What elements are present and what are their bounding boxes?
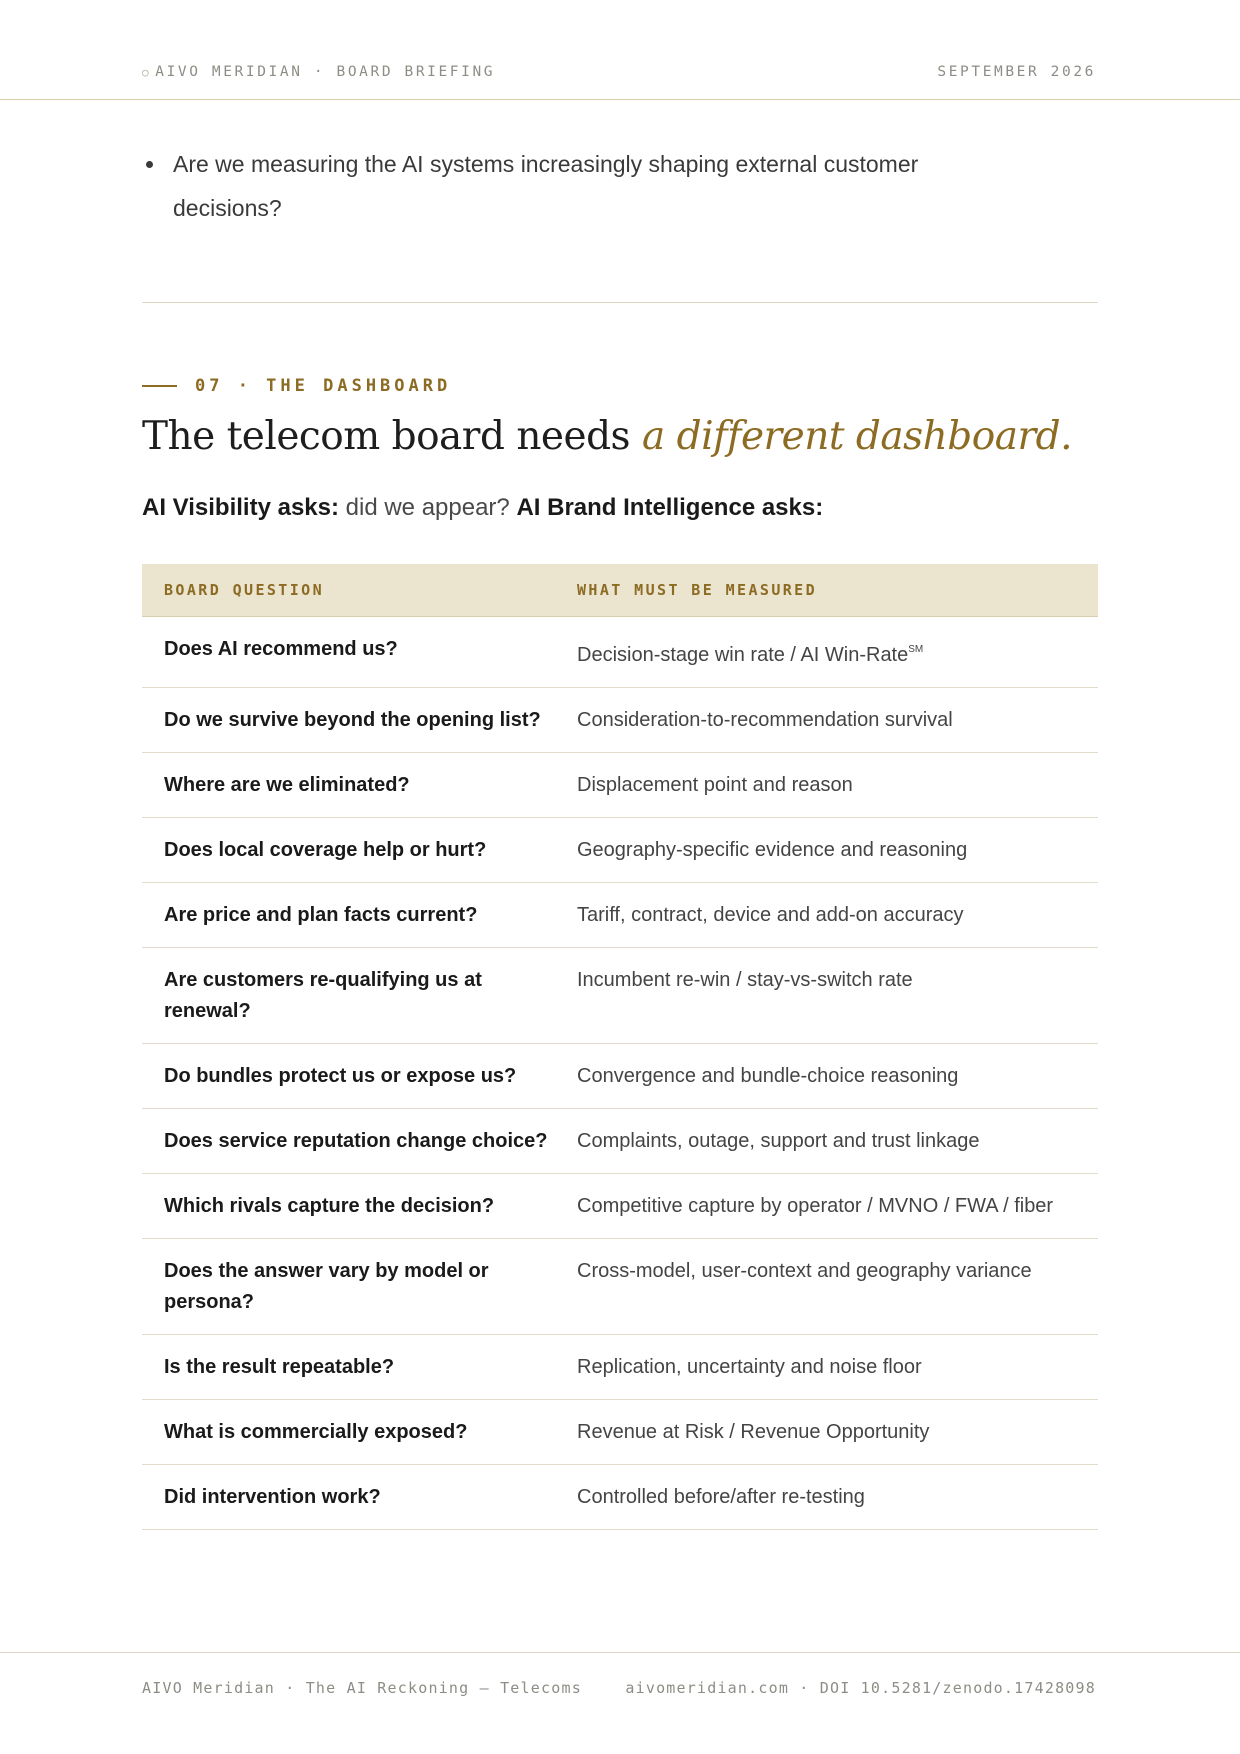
measure-text: Geography-specific evidence and reasoning <box>577 839 968 861</box>
section-subtitle <box>142 494 823 522</box>
list-item: Are we measuring the AI systems increasingly shaping external customer decisions? <box>142 142 922 230</box>
section-label: 07 · THE DASHBOARD <box>195 376 452 396</box>
table-body <box>142 617 1098 1530</box>
table-row <box>142 818 1098 883</box>
column-header-measure: WHAT MUST BE MEASURED <box>577 581 818 599</box>
table-row <box>142 1109 1098 1174</box>
board-question: Does AI recommend us? <box>164 638 398 660</box>
measure-text: Tariff, contract, device and add-on accuracy <box>577 904 964 926</box>
table-row <box>142 688 1098 753</box>
service-mark: SM <box>908 644 924 655</box>
measure-cell <box>577 634 1098 671</box>
table-row <box>142 948 1098 1044</box>
table-row <box>142 883 1098 948</box>
measure-cell <box>577 1061 1098 1092</box>
table-header <box>142 564 1098 617</box>
footer-doi: aivomeridian.com · DOI 10.5281/zenodo.17428098 <box>625 1679 1096 1697</box>
column-header-question: BOARD QUESTION <box>164 581 325 599</box>
board-question: Which rivals capture the decision? <box>164 1195 495 1217</box>
table-row <box>142 1044 1098 1109</box>
board-question: What is commercially exposed? <box>164 1421 468 1443</box>
measure-text: Complaints, outage, support and trust linkage <box>577 1130 980 1152</box>
section-eyebrow <box>142 374 451 398</box>
table-row <box>142 1335 1098 1400</box>
measure-cell <box>577 1482 1098 1513</box>
table-row <box>142 617 1098 688</box>
board-question: Does local coverage help or hurt? <box>164 839 487 861</box>
circle-icon: ○ <box>142 66 152 79</box>
measure-cell <box>577 770 1098 801</box>
board-question: Where are we eliminated? <box>164 774 410 796</box>
measure-cell <box>577 705 1098 736</box>
measure-text: Controlled before/after re-testing <box>577 1486 865 1508</box>
measure-cell <box>577 1417 1098 1448</box>
measure-text: Displacement point and reason <box>577 774 853 796</box>
board-question: Does service reputation change choice? <box>164 1130 548 1152</box>
board-question: Are price and plan facts current? <box>164 904 478 926</box>
page-title <box>142 414 1072 459</box>
measure-text: Cross-model, user-context and geography variance <box>577 1260 1032 1282</box>
measure-text: Decision-stage win rate / AI Win-Rate <box>577 644 909 666</box>
board-question: Did intervention work? <box>164 1486 381 1508</box>
title-main: The telecom board needs <box>142 414 642 459</box>
board-question: Is the result repeatable? <box>164 1356 395 1378</box>
measure-cell <box>577 1256 1098 1318</box>
measure-text: Revenue at Risk / Revenue Opportunity <box>577 1421 930 1443</box>
page-header <box>0 0 1240 100</box>
measure-text: Competitive capture by operator / MVNO / FWA / fiber <box>577 1195 1054 1217</box>
measure-cell <box>577 900 1098 931</box>
subtitle-normal: did we appear? <box>338 494 517 521</box>
board-question: Are customers re-qualifying us at renewal? <box>164 969 482 1022</box>
measure-cell <box>577 835 1098 866</box>
section-divider <box>142 302 1098 303</box>
board-question: Do bundles protect us or expose us? <box>164 1065 517 1087</box>
eyebrow-rule <box>142 385 177 387</box>
header-brand-label: AIVO MERIDIAN · BOARD BRIEFING <box>155 64 496 80</box>
subtitle-bold-1: AI Visibility asks: <box>142 494 339 521</box>
measure-cell <box>577 1352 1098 1383</box>
header-brand <box>142 64 495 80</box>
dashboard-table <box>142 564 1098 1530</box>
measure-cell <box>577 965 1098 1027</box>
table-row <box>142 753 1098 818</box>
subtitle-bold-2: AI Brand Intelligence asks: <box>516 494 824 521</box>
measure-text: Replication, uncertainty and noise floor <box>577 1356 922 1378</box>
measure-text: Incumbent re-win / stay-vs-switch rate <box>577 969 913 991</box>
footer-title: AIVO Meridian · The AI Reckoning — Telecoms <box>142 1679 582 1697</box>
table-row <box>142 1465 1098 1530</box>
title-accent: a different dashboard. <box>641 414 1072 459</box>
page-footer <box>0 1652 1240 1754</box>
table-row <box>142 1400 1098 1465</box>
board-question: Does the answer vary by model or persona? <box>164 1260 489 1313</box>
measure-text: Consideration-to-recommendation survival <box>577 709 953 731</box>
table-row <box>142 1174 1098 1239</box>
measure-text: Convergence and bundle-choice reasoning <box>577 1065 959 1087</box>
measure-cell <box>577 1126 1098 1157</box>
measure-cell <box>577 1191 1098 1222</box>
bullet-list <box>142 142 922 230</box>
table-row <box>142 1239 1098 1335</box>
board-question: Do we survive beyond the opening list? <box>164 709 541 731</box>
header-date: SEPTEMBER 2026 <box>937 64 1096 80</box>
